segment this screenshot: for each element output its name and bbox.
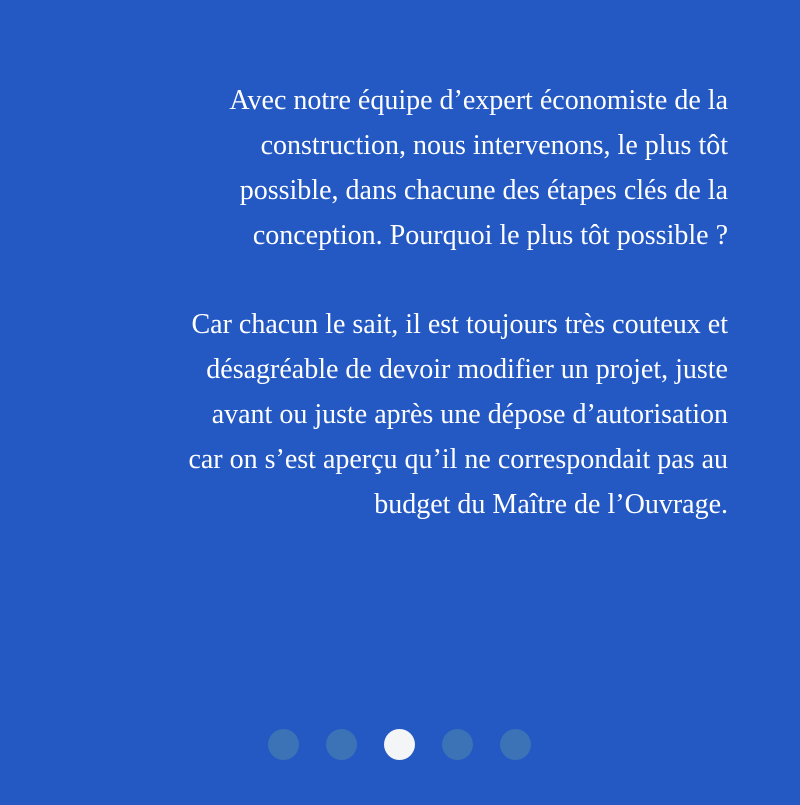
slide-paragraph-2 [68,302,728,527]
paragraph-line: Avec notre équipe d’expert économiste de la [229,85,728,116]
slide-paragraph-1 [68,78,728,258]
paragraph-line: désagréable de devoir modifier un projet, juste [206,354,728,385]
pagination-dot-3[interactable] [384,729,415,760]
paragraph-line: Car chacun le sait, il est toujours très couteux et [191,309,728,340]
pagination-dot-2[interactable] [326,729,357,760]
pagination-dot-1[interactable] [268,729,299,760]
pagination-dot-5[interactable] [500,729,531,760]
paragraph-line: car on s’est aperçu qu’il ne correspondait pas au [188,444,728,475]
slider-pagination [268,729,531,761]
paragraph-line: budget du Maître de l’Ouvrage. [374,489,728,520]
paragraph-line: construction, nous intervenons, le plus tôt [260,130,728,161]
paragraph-line: conception. Pourquoi le plus tôt possible ? [252,220,728,251]
pagination-dot-4[interactable] [442,729,473,760]
paragraph-line: avant ou juste après une dépose d’autorisation [211,399,728,430]
paragraph-line: possible, dans chacune des étapes clés de la [239,175,728,206]
